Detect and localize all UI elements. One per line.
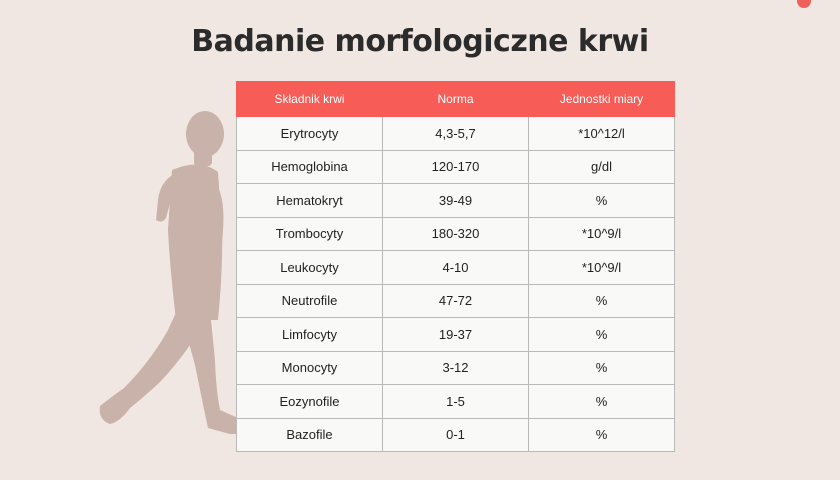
table-cell: Eozynofile xyxy=(237,385,383,419)
table-cell: Hemoglobina xyxy=(237,150,383,184)
table-cell: % xyxy=(529,284,675,318)
column-header: Norma xyxy=(383,82,529,117)
table-cell: Limfocyty xyxy=(237,318,383,352)
table-row xyxy=(237,217,675,251)
table-cell: % xyxy=(529,418,675,452)
table-cell: % xyxy=(529,318,675,352)
table-row xyxy=(237,351,675,385)
table-cell: Bazofile xyxy=(237,418,383,452)
page-title: Badanie morfologiczne krwi xyxy=(191,24,649,59)
table-row xyxy=(237,117,675,151)
table-cell: Monocyty xyxy=(237,351,383,385)
table-row xyxy=(237,385,675,419)
table-cell: *10^9/l xyxy=(529,217,675,251)
table-cell: g/dl xyxy=(529,150,675,184)
table-cell: Trombocyty xyxy=(237,217,383,251)
table-cell: *10^12/l xyxy=(529,117,675,151)
column-header: Jednostki miary xyxy=(529,82,675,117)
table-row xyxy=(237,184,675,218)
table-row xyxy=(237,418,675,452)
decorative-dot xyxy=(797,0,811,8)
table-cell: Neutrofile xyxy=(237,284,383,318)
column-header: Składnik krwi xyxy=(237,82,383,117)
table-cell: 47-72 xyxy=(383,284,529,318)
table-cell: Erytrocyty xyxy=(237,117,383,151)
table-header-row xyxy=(237,82,675,117)
table-row xyxy=(237,318,675,352)
table-cell: 120-170 xyxy=(383,150,529,184)
table-cell: Hematokryt xyxy=(237,184,383,218)
table-cell: 4-10 xyxy=(383,251,529,285)
table-cell: 3-12 xyxy=(383,351,529,385)
table-cell: 0-1 xyxy=(383,418,529,452)
table-cell: % xyxy=(529,351,675,385)
table-cell: 1-5 xyxy=(383,385,529,419)
table-cell: *10^9/l xyxy=(529,251,675,285)
table-row xyxy=(237,150,675,184)
table-cell: 39-49 xyxy=(383,184,529,218)
table-cell: % xyxy=(529,385,675,419)
blood-test-table xyxy=(236,81,675,452)
table-cell: 4,3-5,7 xyxy=(383,117,529,151)
table-cell: Leukocyty xyxy=(237,251,383,285)
table-row xyxy=(237,284,675,318)
table-cell: 19-37 xyxy=(383,318,529,352)
table-cell: 180-320 xyxy=(383,217,529,251)
table-row xyxy=(237,251,675,285)
table-cell: % xyxy=(529,184,675,218)
